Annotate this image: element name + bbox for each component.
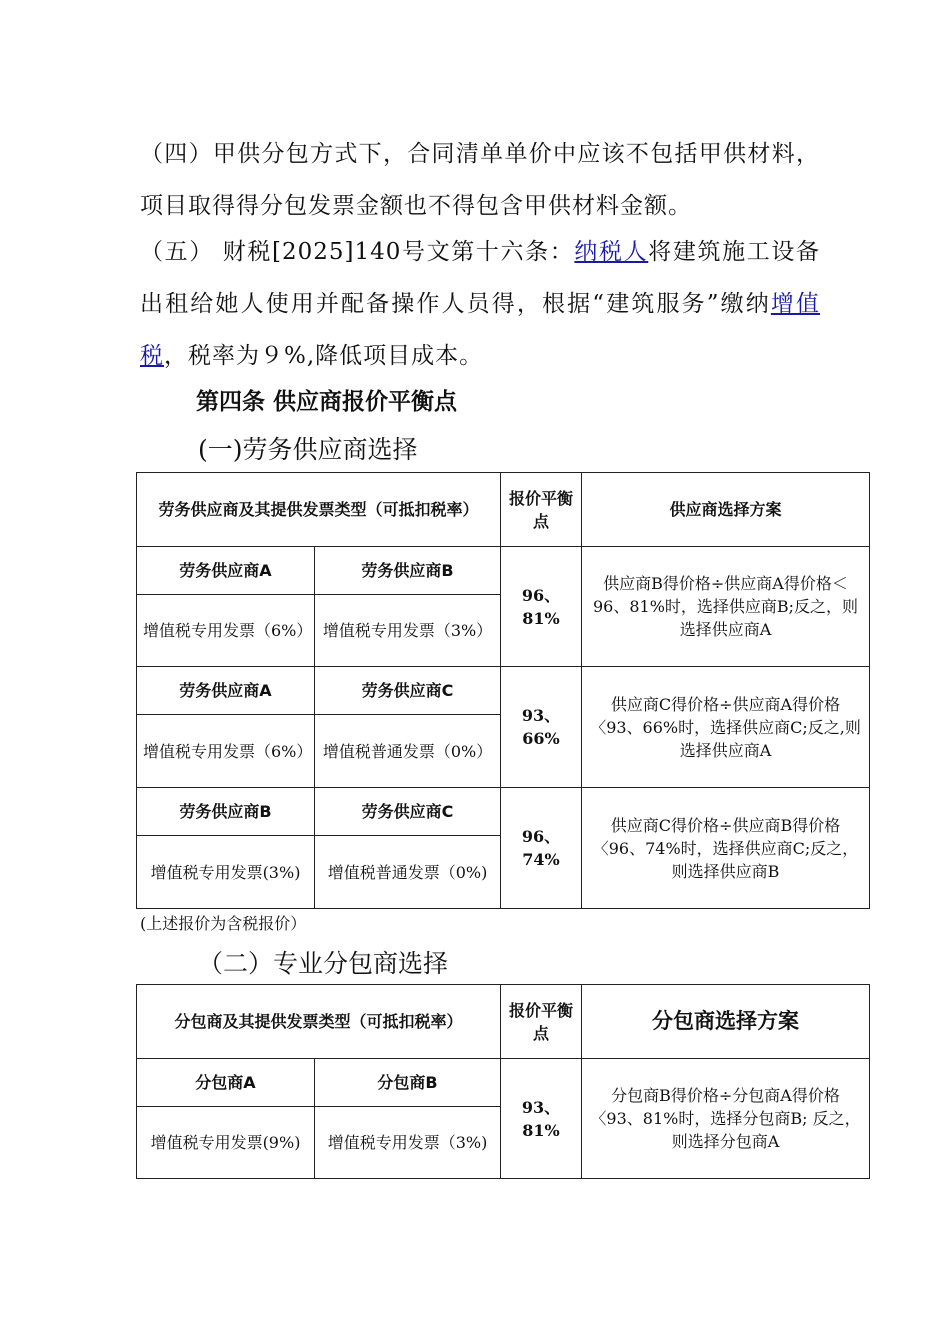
invoice-type: 增值税专用发票（6%） (137, 595, 315, 667)
invoice-type: 增值税普通发票（0%) (315, 836, 501, 909)
supplier-name: 劳务供应商B (137, 788, 315, 836)
table-header-row (137, 473, 870, 547)
header-invoice-type: 劳务供应商及其提供发票类型（可抵扣税率） (137, 473, 501, 547)
taxpayer-link[interactable]: 纳税人 (574, 239, 649, 265)
balance-point: 96、81% (501, 547, 582, 667)
table-row (137, 547, 870, 595)
table-row (137, 1059, 870, 1107)
balance-point: 96、74% (501, 788, 582, 909)
paragraph-5-mid: 将建筑施工设备出租给她人使用并配备操作人员得，根据“建筑服务”缴纳 (140, 239, 821, 317)
balance-point: 93、81% (501, 1059, 582, 1179)
section-2-title: （二）专业分包商选择 (198, 949, 449, 978)
subcontractor-name: 分包商B (315, 1059, 501, 1107)
table-row (137, 788, 870, 836)
article-heading: 第四条 供应商报价平衡点 (196, 389, 458, 415)
paragraph-5 (140, 226, 820, 382)
table-row (137, 667, 870, 715)
selection-plan: 供应商C得价格÷供应商A得价格〈93、66%时，选择供应商C;反之,则选择供应商A (582, 667, 870, 788)
invoice-type: 增值税专用发票(9%) (137, 1107, 315, 1179)
selection-plan: 分包商B得价格÷分包商A得价格〈93、81%时，选择分包商B; 反之，则选择分包商A (582, 1059, 870, 1179)
invoice-type: 增值税专用发票（6%） (137, 715, 315, 788)
supplier-name: 劳务供应商A (137, 547, 315, 595)
supplier-name: 劳务供应商C (315, 667, 501, 715)
invoice-type: 增值税专用发票（3%) (315, 1107, 501, 1179)
header-invoice-type: 分包商及其提供发票类型（可抵扣税率） (137, 985, 501, 1059)
vat-link[interactable]: 增值税 (140, 291, 820, 369)
header-balance-point: 报价平衡点 (501, 985, 582, 1059)
paragraph-5-suffix: ，税率为９%,降低项目成本。 (164, 343, 484, 369)
supplier-name: 劳务供应商B (315, 547, 501, 595)
supplier-name: 劳务供应商A (137, 667, 315, 715)
selection-plan: 供应商C得价格÷供应商B得价格〈96、74%时，选择供应商C;反之，则选择供应商B (582, 788, 870, 909)
balance-point: 93、66% (501, 667, 582, 788)
section-1-title: (一)劳务供应商选择 (198, 435, 418, 464)
header-selection-plan: 分包商选择方案 (582, 985, 870, 1059)
supplier-name: 劳务供应商C (315, 788, 501, 836)
paragraph-5-prefix: （五） 财税[2025]140号文第十六条： (140, 239, 575, 265)
table-note: (上述报价为含税报价） (140, 914, 307, 933)
invoice-type: 增值税普通发票（0%） (315, 715, 501, 788)
header-selection-plan: 供应商选择方案 (582, 473, 870, 547)
paragraph-4: （四）甲供分包方式下，合同清单单价中应该不包括甲供材料，项目取得得分包发票金额也不得包含甲供材料金额。 (140, 141, 820, 219)
invoice-type: 增值税专用发票（3%） (315, 595, 501, 667)
subcontractor-table (136, 984, 870, 1179)
header-balance-point: 报价平衡点 (501, 473, 582, 547)
table-header-row (137, 985, 870, 1059)
labor-supplier-table (136, 472, 870, 909)
invoice-type: 增值税专用发票(3%) (137, 836, 315, 909)
selection-plan: 供应商B得价格÷供应商A得价格＜96、81%时，选择供应商B;反之，则选择供应商A (582, 547, 870, 667)
subcontractor-name: 分包商A (137, 1059, 315, 1107)
